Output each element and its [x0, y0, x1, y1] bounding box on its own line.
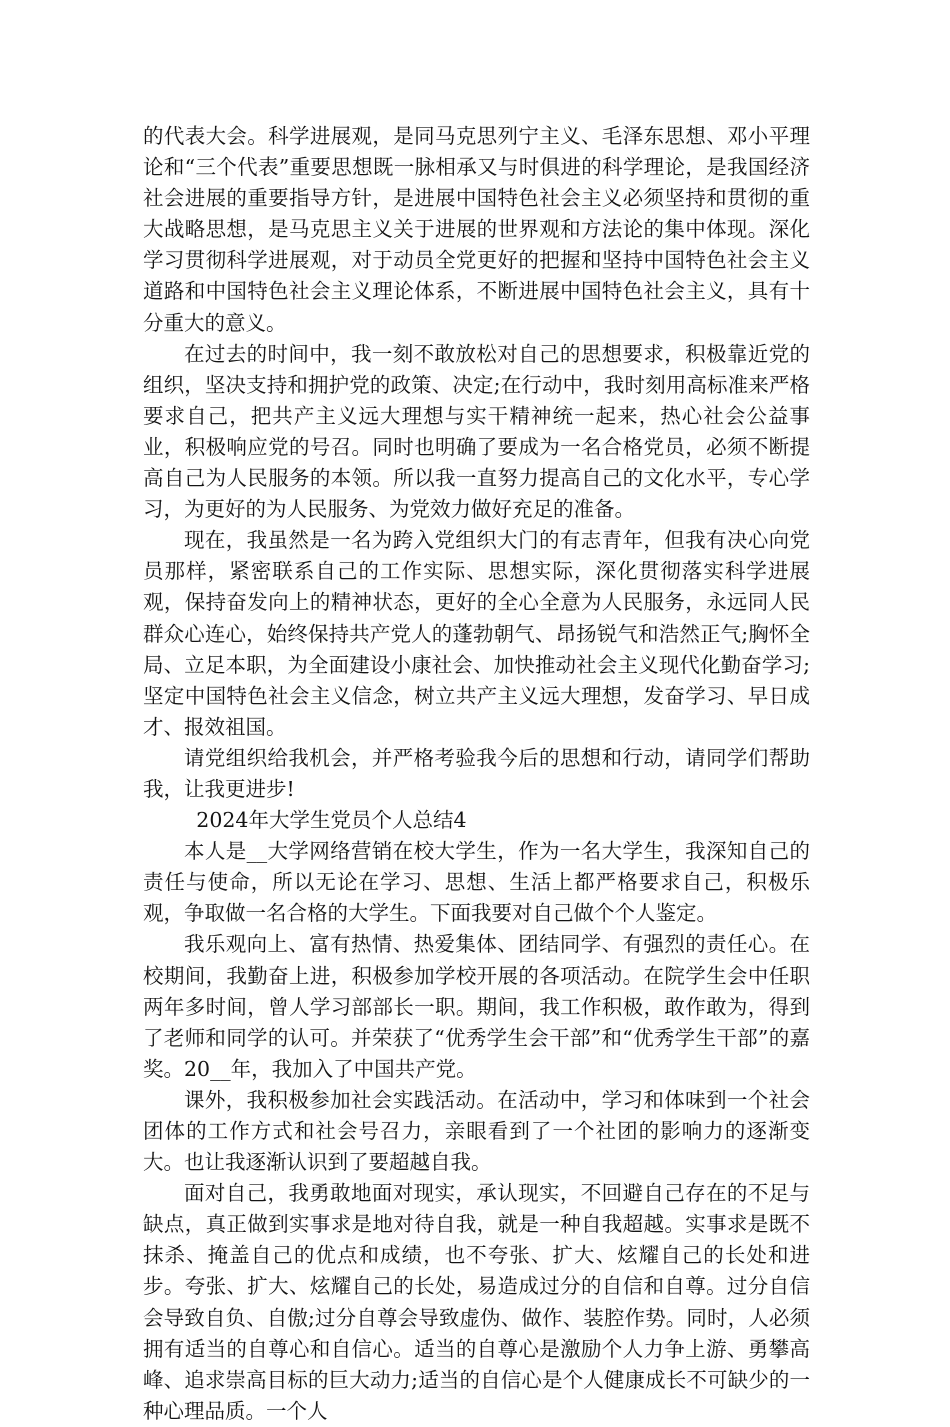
paragraph: 面对自己，我勇敢地面对现实，承认现实，不回避自己存在的不足与缺点，真正做到实事求是地对待自我，就是一种自我超越。实事求是既不抹杀、掩盖自己的优点和成绩，也不夸张、扩大、炫耀自己的长处和进步。夸张、扩大、炫耀自己的长处，易造成过分的自信和自尊。过分自信会导致自负、自傲;过分自尊会导致虚伪、做作、装腔作势。同时，人必须拥有适当的自尊心和自信心。适当的自尊心是激励个人力争上游、勇攀高峰、追求崇高目标的巨大动力;适当的自信心是个人健康成长不可缺少的一种心理品质。一个人 [143, 1181, 810, 1423]
document-body [143, 121, 810, 1427]
paragraph: 请党组织给我机会，并严格考验我今后的思想和行动，请同学们帮助我，让我更进步! [143, 745, 810, 801]
paragraph: 我乐观向上、富有热情、热爱集体、团结同学、有强烈的责任心。在校期间，我勤奋上进，积极参加学校开展的各项活动。在院学生会中任职两年多时间，曾人学习部部长一职。期间，我工作积极，敢作敢为，得到了老师和同学的认可。并荣获了“优秀学生会干部”和“优秀学生干部”的嘉奖。20__年，我加入了中国共产党。 [143, 932, 810, 1081]
paragraph: 现在，我虽然是一名为跨入党组织大门的有志青年，但我有决心向党员那样，紧密联系自己的工作实际、思想实际，深化贯彻落实科学进展观，保持奋发向上的精神状态，更好的全心全意为人民服务，永远同人民群众心连心，始终保持共产党人的蓬勃朝气、昂扬锐气和浩然正气;胸怀全局、立足本职，为全面建设小康社会、加快推动社会主义现代化勤奋学习;坚定中国特色社会主义信念，树立共产主义远大理想，发奋学习、早日成才、报效祖国。 [143, 528, 810, 739]
paragraph: 本人是__大学网络营销在校大学生，作为一名大学生，我深知自己的责任与使命，所以无论在学习、思想、生活上都严格要求自己，积极乐观，争取做一名合格的大学生。下面我要对自己做个个人鉴定。 [143, 839, 810, 926]
paragraph: 的代表大会。科学进展观，是同马克思列宁主义、毛泽东思想、邓小平理论和“三个代表”重要思想既一脉相承又与时俱进的科学理论，是我国经济社会进展的重要指导方针，是进展中国特色社会主义必须坚持和贯彻的重大战略思想，是马克思主义关于进展的世界观和方法论的集中体现。深化学习贯彻科学进展观，对于动员全党更好的把握和坚持中国特色社会主义道路和中国特色社会主义理论体系，不断进展中国特色社会主义，具有十分重大的意义。 [143, 124, 810, 335]
paragraph: 课外，我积极参加社会实践活动。在活动中，学习和体味到一个社会团体的工作方式和社会号召力，亲眼看到了一个社团的影响力的逐渐变大。也让我逐渐认识到了要超越自我。 [143, 1087, 810, 1175]
paragraph: 在过去的时间中，我一刻不敢放松对自己的思想要求，积极靠近党的组织，坚决支持和拥护党的政策、决定;在行动中，我时刻用高标准来严格要求自己，把共产主义远大理想与实干精神统一起来，热心社会公益事业，积极响应党的号召。同时也明确了要成为一名合格党员，必须不断提高自己为人民服务的本领。所以我一直努力提高自己的文化水平，专心学习，为更好的为人民服务、为党效力做好充足的准备。 [143, 341, 810, 522]
section-heading: 2024年大学生党员个人总结4 [196, 808, 467, 833]
